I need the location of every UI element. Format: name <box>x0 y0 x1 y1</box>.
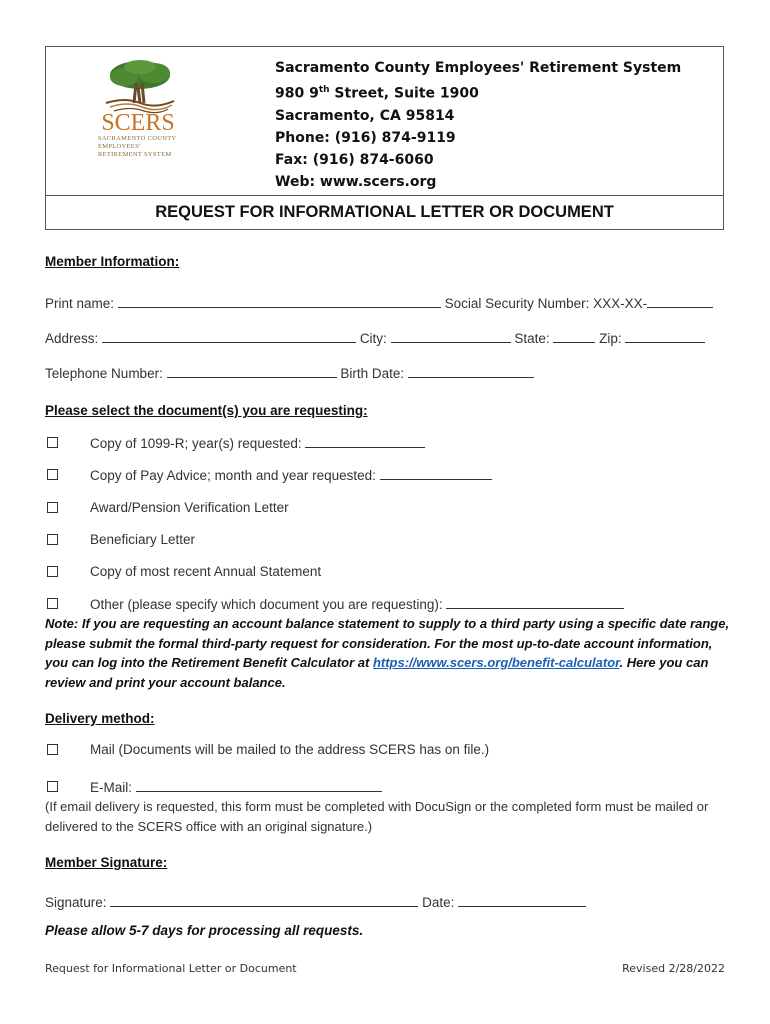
address-field[interactable] <box>102 330 356 343</box>
documents-heading: Please select the document(s) you are requesting: <box>45 403 368 418</box>
org-city: Sacramento, CA 95814 <box>275 107 455 124</box>
city-label: City: <box>359 331 387 346</box>
delivery-email-checkbox[interactable] <box>47 781 58 792</box>
org-address-sup: th <box>318 85 330 95</box>
org-phone: Phone: (916) 874-9119 <box>275 129 456 146</box>
doc-pay-advice-checkbox[interactable] <box>47 469 58 480</box>
header-box <box>45 46 724 230</box>
delivery-email-row <box>90 779 382 795</box>
doc-beneficiary-letter-label: Beneficiary Letter <box>90 532 196 547</box>
doc-1099r-row <box>90 435 425 451</box>
org-address <box>275 79 681 105</box>
form-title: REQUEST FOR INFORMATIONAL LETTER OR DOCUMENT <box>155 203 614 221</box>
org-address-prefix: 980 9 <box>275 85 319 102</box>
signature-row <box>45 894 586 910</box>
footer-revised-date: Revised 2/28/2022 <box>622 962 725 975</box>
delivery-email-label: E-Mail: <box>90 780 133 795</box>
delivery-mail-label: Mail (Documents will be mailed to the address SCERS has on file.) <box>90 742 490 757</box>
address-label: Address: <box>45 331 99 346</box>
logo-text <box>96 111 180 159</box>
signature-field[interactable] <box>110 894 418 907</box>
state-field[interactable] <box>553 330 595 343</box>
doc-pay-advice-row <box>90 467 492 483</box>
org-info <box>275 57 681 193</box>
date-field[interactable] <box>458 894 586 907</box>
footer-form-name: Request for Informational Letter or Document <box>45 962 297 975</box>
account-balance-note <box>45 614 735 692</box>
address-row <box>45 330 705 346</box>
processing-note: Please allow 5-7 days for processing all requests. <box>45 923 364 938</box>
print-name-label: Print name: <box>45 296 115 311</box>
doc-pay-advice-label: Copy of Pay Advice; month and year requested: <box>90 468 376 483</box>
telephone-label: Telephone Number: <box>45 366 163 381</box>
ssn-label: Social Security Number: XXX-XX- <box>444 296 648 311</box>
delivery-email-field[interactable] <box>136 779 382 792</box>
header-top <box>46 47 723 196</box>
signature-label: Signature: <box>45 895 107 910</box>
org-name: Sacramento County Employees' Retirement System <box>275 60 682 76</box>
telephone-row <box>45 365 534 381</box>
birth-date-label: Birth Date: <box>340 366 405 381</box>
zip-label: Zip: <box>599 331 622 346</box>
logo-subtitle-1: SACRAMENTO COUNTY <box>98 135 177 142</box>
doc-1099r-label: Copy of 1099-R; year(s) requested: <box>90 436 302 451</box>
doc-other-field[interactable] <box>446 596 624 609</box>
doc-other-label: Other (please specify which document you are requesting): <box>90 597 443 612</box>
state-label: State: <box>514 331 550 346</box>
logo-subtitle-2: EMPLOYEES' <box>98 143 141 150</box>
org-web: Web: www.scers.org <box>275 173 437 190</box>
email-delivery-note: (If email delivery is requested, this form must be completed with DocuSign or the completed form must be mailed or delivered to the SCERS office with an original signature.) <box>45 799 709 834</box>
doc-other-checkbox[interactable] <box>47 598 58 609</box>
doc-annual-statement-label: Copy of most recent Annual Statement <box>90 564 322 579</box>
note-text: Note: If you are requesting an account balance statement to supply to a third party using a specific date range, please submit the formal third-party request for consideration. For the most up-to-date account information, you can log into the Retirement Benefit Calculator at <box>45 616 730 670</box>
delivery-mail-checkbox[interactable] <box>47 744 58 755</box>
doc-1099r-checkbox[interactable] <box>47 437 58 448</box>
note-text-end: . Here you can review and print your account balance. <box>45 655 709 690</box>
doc-other-row <box>90 596 624 612</box>
print-name-field[interactable] <box>118 295 441 308</box>
doc-award-letter-label: Award/Pension Verification Letter <box>90 500 289 515</box>
logo-name: SCERS <box>101 110 175 136</box>
logo-subtitle-3: RETIREMENT SYSTEM <box>98 151 172 158</box>
org-fax: Fax: (916) 874-6060 <box>275 151 434 168</box>
scers-logo <box>96 59 186 159</box>
benefit-calculator-link[interactable]: https://www.scers.org/benefit-calculator <box>372 655 620 670</box>
print-name-row <box>45 295 713 311</box>
birth-date-field[interactable] <box>408 365 534 378</box>
member-info-heading: Member Information: <box>45 254 180 269</box>
doc-annual-statement-checkbox[interactable] <box>47 566 58 577</box>
doc-1099r-years-field[interactable] <box>305 435 425 448</box>
tree-icon <box>96 59 180 115</box>
delivery-heading: Delivery method: <box>45 711 155 726</box>
doc-award-letter-checkbox[interactable] <box>47 502 58 513</box>
signature-heading: Member Signature: <box>45 855 168 870</box>
zip-field[interactable] <box>625 330 705 343</box>
telephone-field[interactable] <box>167 365 337 378</box>
ssn-field[interactable] <box>647 295 713 308</box>
city-field[interactable] <box>391 330 511 343</box>
doc-beneficiary-letter-checkbox[interactable] <box>47 534 58 545</box>
date-label: Date: <box>422 895 455 910</box>
doc-pay-advice-field[interactable] <box>380 467 492 480</box>
org-address-suffix: Street, Suite 1900 <box>329 85 479 102</box>
